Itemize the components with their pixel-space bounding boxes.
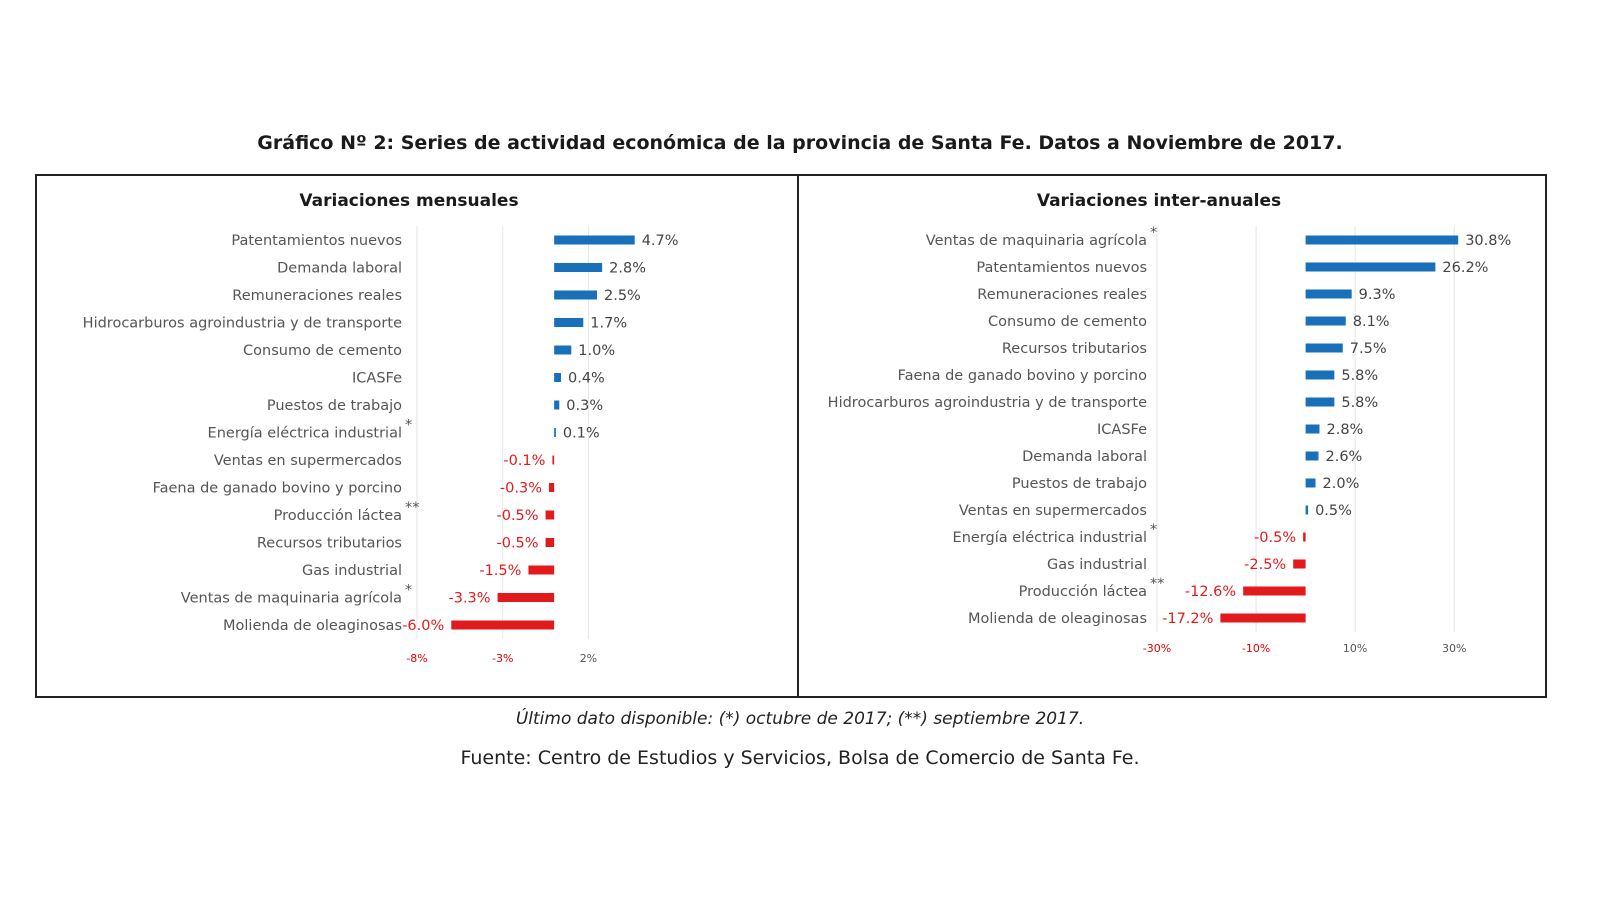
footnote-marker: * [1150,522,1158,538]
data-label: 0.5% [1315,503,1352,519]
bar [451,621,554,630]
data-label: -1.5% [479,563,522,579]
data-label: 1.7% [590,315,628,332]
data-label: 30.8% [1465,233,1512,249]
bar [554,236,635,245]
data-label: 26.2% [1442,260,1489,276]
category-label: Energía eléctrica industrial [952,530,1147,546]
bar [1306,506,1308,515]
bar [546,511,555,520]
bar [546,538,555,547]
bar [1306,479,1316,488]
bar [1306,263,1436,272]
category-label: Producción láctea [1018,584,1147,600]
data-label: -6.0% [402,618,445,634]
data-label: 4.7% [641,233,679,249]
category-label: Ventas de maquinaria agrícola [925,233,1147,249]
x-tick-label: 30% [1442,642,1467,655]
source-note: Fuente: Centro de Estudios y Servicios, Bolsa de Comercio de Santa Fe. [460,747,1140,769]
category-label: ICASFe [352,370,402,387]
data-label: 1.0% [578,343,616,359]
footnote-marker: * [405,417,413,434]
bar [1306,371,1335,380]
bar [1220,614,1305,623]
category-label: Producción láctea [273,508,402,524]
bar [528,566,554,575]
bar [1306,344,1343,353]
x-tick-label: -30% [1142,642,1172,655]
category-label: Energía eléctrica industrial [207,425,402,442]
category-label: Puestos de trabajo [266,398,402,414]
category-label: Remuneraciones reales [232,288,402,304]
category-label: Molienda de oleaginosas [968,611,1147,627]
bar [549,483,554,492]
bar [1306,398,1335,407]
panel-title: Variaciones mensuales [299,191,519,211]
bar [554,263,602,272]
data-label: -17.2% [1162,611,1214,627]
category-label: Hidrocarburos agroindustria y de transporte [827,395,1147,411]
data-label: 0.3% [566,398,604,414]
bar [1293,560,1305,569]
data-label: -2.5% [1244,557,1287,573]
bar [1303,533,1305,542]
footnote-marker: ** [405,500,420,516]
data-label: 5.8% [1341,368,1379,384]
chart-title: Gráfico Nº 2: Series de actividad económica de la provincia de Santa Fe. Datos a Noviembre de 2017. [257,132,1343,154]
yearly-panel [799,176,1545,696]
data-label: 8.1% [1352,314,1390,330]
data-label: -0.1% [503,453,546,469]
category-label: ICASFe [1097,422,1147,438]
bar [554,373,561,382]
bar [1306,290,1352,299]
category-label: Faena de ganado bovino y porcino [897,368,1147,384]
data-label: 2.5% [604,288,641,304]
bar [1306,425,1320,434]
bar [554,318,583,327]
category-label: Puestos de trabajo [1011,476,1147,492]
monthly-variation-chart [37,176,797,696]
x-tick-label: 10% [1342,642,1368,655]
x-tick-label: 2% [579,652,598,665]
data-label: -0.3% [499,480,542,497]
category-label: Consumo de cemento [243,343,402,359]
bar [1306,236,1459,245]
bar [554,291,597,300]
year-over-year-variation-chart [799,176,1545,696]
category-label: Remuneraciones reales [977,287,1147,303]
x-tick-label: -10% [1241,642,1271,655]
footnote: Último dato disponible: (*) octubre de 2017; (**) septiembre 2017. [515,709,1085,729]
footnote-marker: * [1150,225,1158,241]
category-label: Molienda de oleaginosas [223,618,402,634]
data-label: -3.3% [448,590,491,607]
data-label: 9.3% [1358,287,1396,303]
bar [1306,452,1319,461]
bar [552,456,554,465]
category-label: Recursos tributarios [256,535,402,552]
monthly-panel [37,176,797,696]
category-label: Patentamientos nuevos [976,260,1147,276]
category-label: Gas industrial [301,563,402,579]
footnote-marker: ** [1150,576,1165,592]
data-label: 2.8% [609,260,646,277]
panel-title: Variaciones inter-anuales [1036,191,1282,211]
chart-frame [35,174,1547,698]
category-label: Consumo de cemento [988,314,1147,330]
category-label: Patentamientos nuevos [231,233,402,249]
category-label: Demanda laboral [277,260,402,277]
category-label: Ventas de maquinaria agrícola [180,590,402,607]
category-label: Faena de ganado bovino y porcino [152,480,402,497]
bar [1243,587,1305,596]
data-label: 0.1% [562,425,600,442]
bar [554,428,556,437]
data-label: -12.6% [1184,584,1237,600]
data-label: 2.6% [1325,449,1363,465]
data-label: 5.8% [1341,395,1379,411]
bar [498,593,555,602]
data-label: 7.5% [1349,341,1387,357]
data-label: -0.5% [1254,530,1297,546]
category-label: Ventas en supermercados [958,503,1147,519]
x-tick-label: -3% [492,652,514,665]
data-label: 0.4% [568,370,605,387]
category-label: Ventas en supermercados [213,453,402,469]
footnote-marker: * [405,582,413,599]
bar [554,401,559,410]
category-label: Hidrocarburos agroindustria y de transporte [82,315,402,332]
data-label: -0.5% [496,508,539,524]
data-label: -0.5% [496,535,539,552]
category-label: Recursos tributarios [1001,341,1147,357]
data-label: 2.8% [1326,422,1364,438]
x-tick-label: -8% [406,652,428,665]
data-label: 2.0% [1322,476,1360,492]
bar [1306,317,1346,326]
bar [554,346,571,355]
category-label: Demanda laboral [1022,449,1147,465]
category-label: Gas industrial [1046,557,1147,573]
